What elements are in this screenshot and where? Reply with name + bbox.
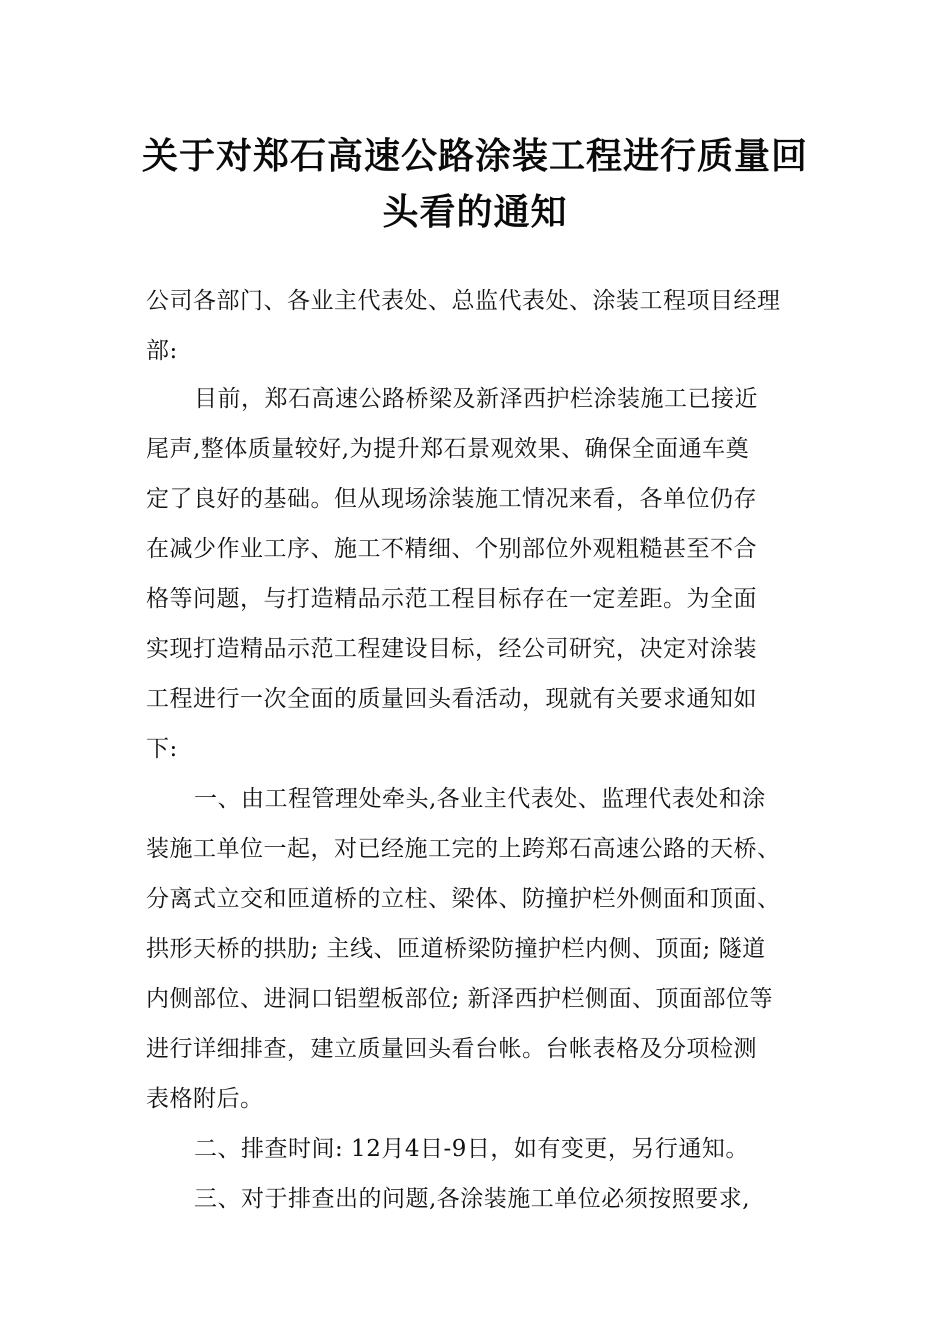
paragraph1-line: 格等问题，与打造精品示范工程目标存在一定差距。为全面 bbox=[146, 586, 757, 612]
paragraph1-line: 尾声,整体质量较好,为提升郑石景观效果、确保全面通车奠 bbox=[146, 436, 750, 462]
paragraph1-line: 工程进行一次全面的质量回头看活动，现就有关要求通知如 bbox=[146, 686, 757, 712]
item1-line: 内侧部位、进洞口铝塑板部位; 新泽西护栏侧面、顶面部位等 bbox=[146, 986, 774, 1012]
paragraph1-line: 在减少作业工序、施工不精细、个别部位外观粗糙甚至不合 bbox=[146, 536, 757, 562]
paragraph1-line: 目前，郑石高速公路桥梁及新泽西护栏涂装施工已接近 bbox=[194, 386, 758, 412]
paragraph1-line: 定了良好的基础。但从现场涂装施工情况来看，各单位仍存 bbox=[146, 486, 757, 512]
paragraph1-line: 实现打造精品示范工程建设目标，经公司研究，决定对涂装 bbox=[146, 636, 757, 662]
paragraph1-line: 下: bbox=[146, 736, 178, 762]
document-title-line-2: 头看的通知 bbox=[382, 191, 568, 233]
item1-line: 一、由工程管理处牵头,各业主代表处、监理代表处和涂 bbox=[194, 786, 766, 812]
item2-line: 二、排查时间: 12月4日-9日，如有变更，另行通知。 bbox=[194, 1136, 749, 1162]
item3-line: 三、对于排查出的问题,各涂装施工单位必须按照要求, bbox=[194, 1186, 751, 1212]
item1-line: 进行详细排查，建立质量回头看台帐。台帐表格及分项检测 bbox=[146, 1036, 757, 1062]
salutation-line-2: 部: bbox=[146, 338, 178, 364]
item1-line: 拱形天桥的拱肋; 主线、匝道桥梁防撞护栏内侧、顶面; 隧道 bbox=[146, 936, 766, 962]
item1-line: 表格附后。 bbox=[146, 1086, 264, 1112]
document-title-line-1: 关于对郑石高速公路涂装工程进行质量回 bbox=[141, 135, 808, 177]
salutation-line-1: 公司各部门、各业主代表处、总监代表处、涂装工程项目经理 bbox=[146, 288, 781, 314]
item1-line: 分离式立交和匝道桥的立柱、梁体、防撞护栏外侧面和顶面、 bbox=[146, 886, 781, 912]
item1-line: 装施工单位一起，对已经施工完的上跨郑石高速公路的天桥、 bbox=[146, 836, 781, 862]
